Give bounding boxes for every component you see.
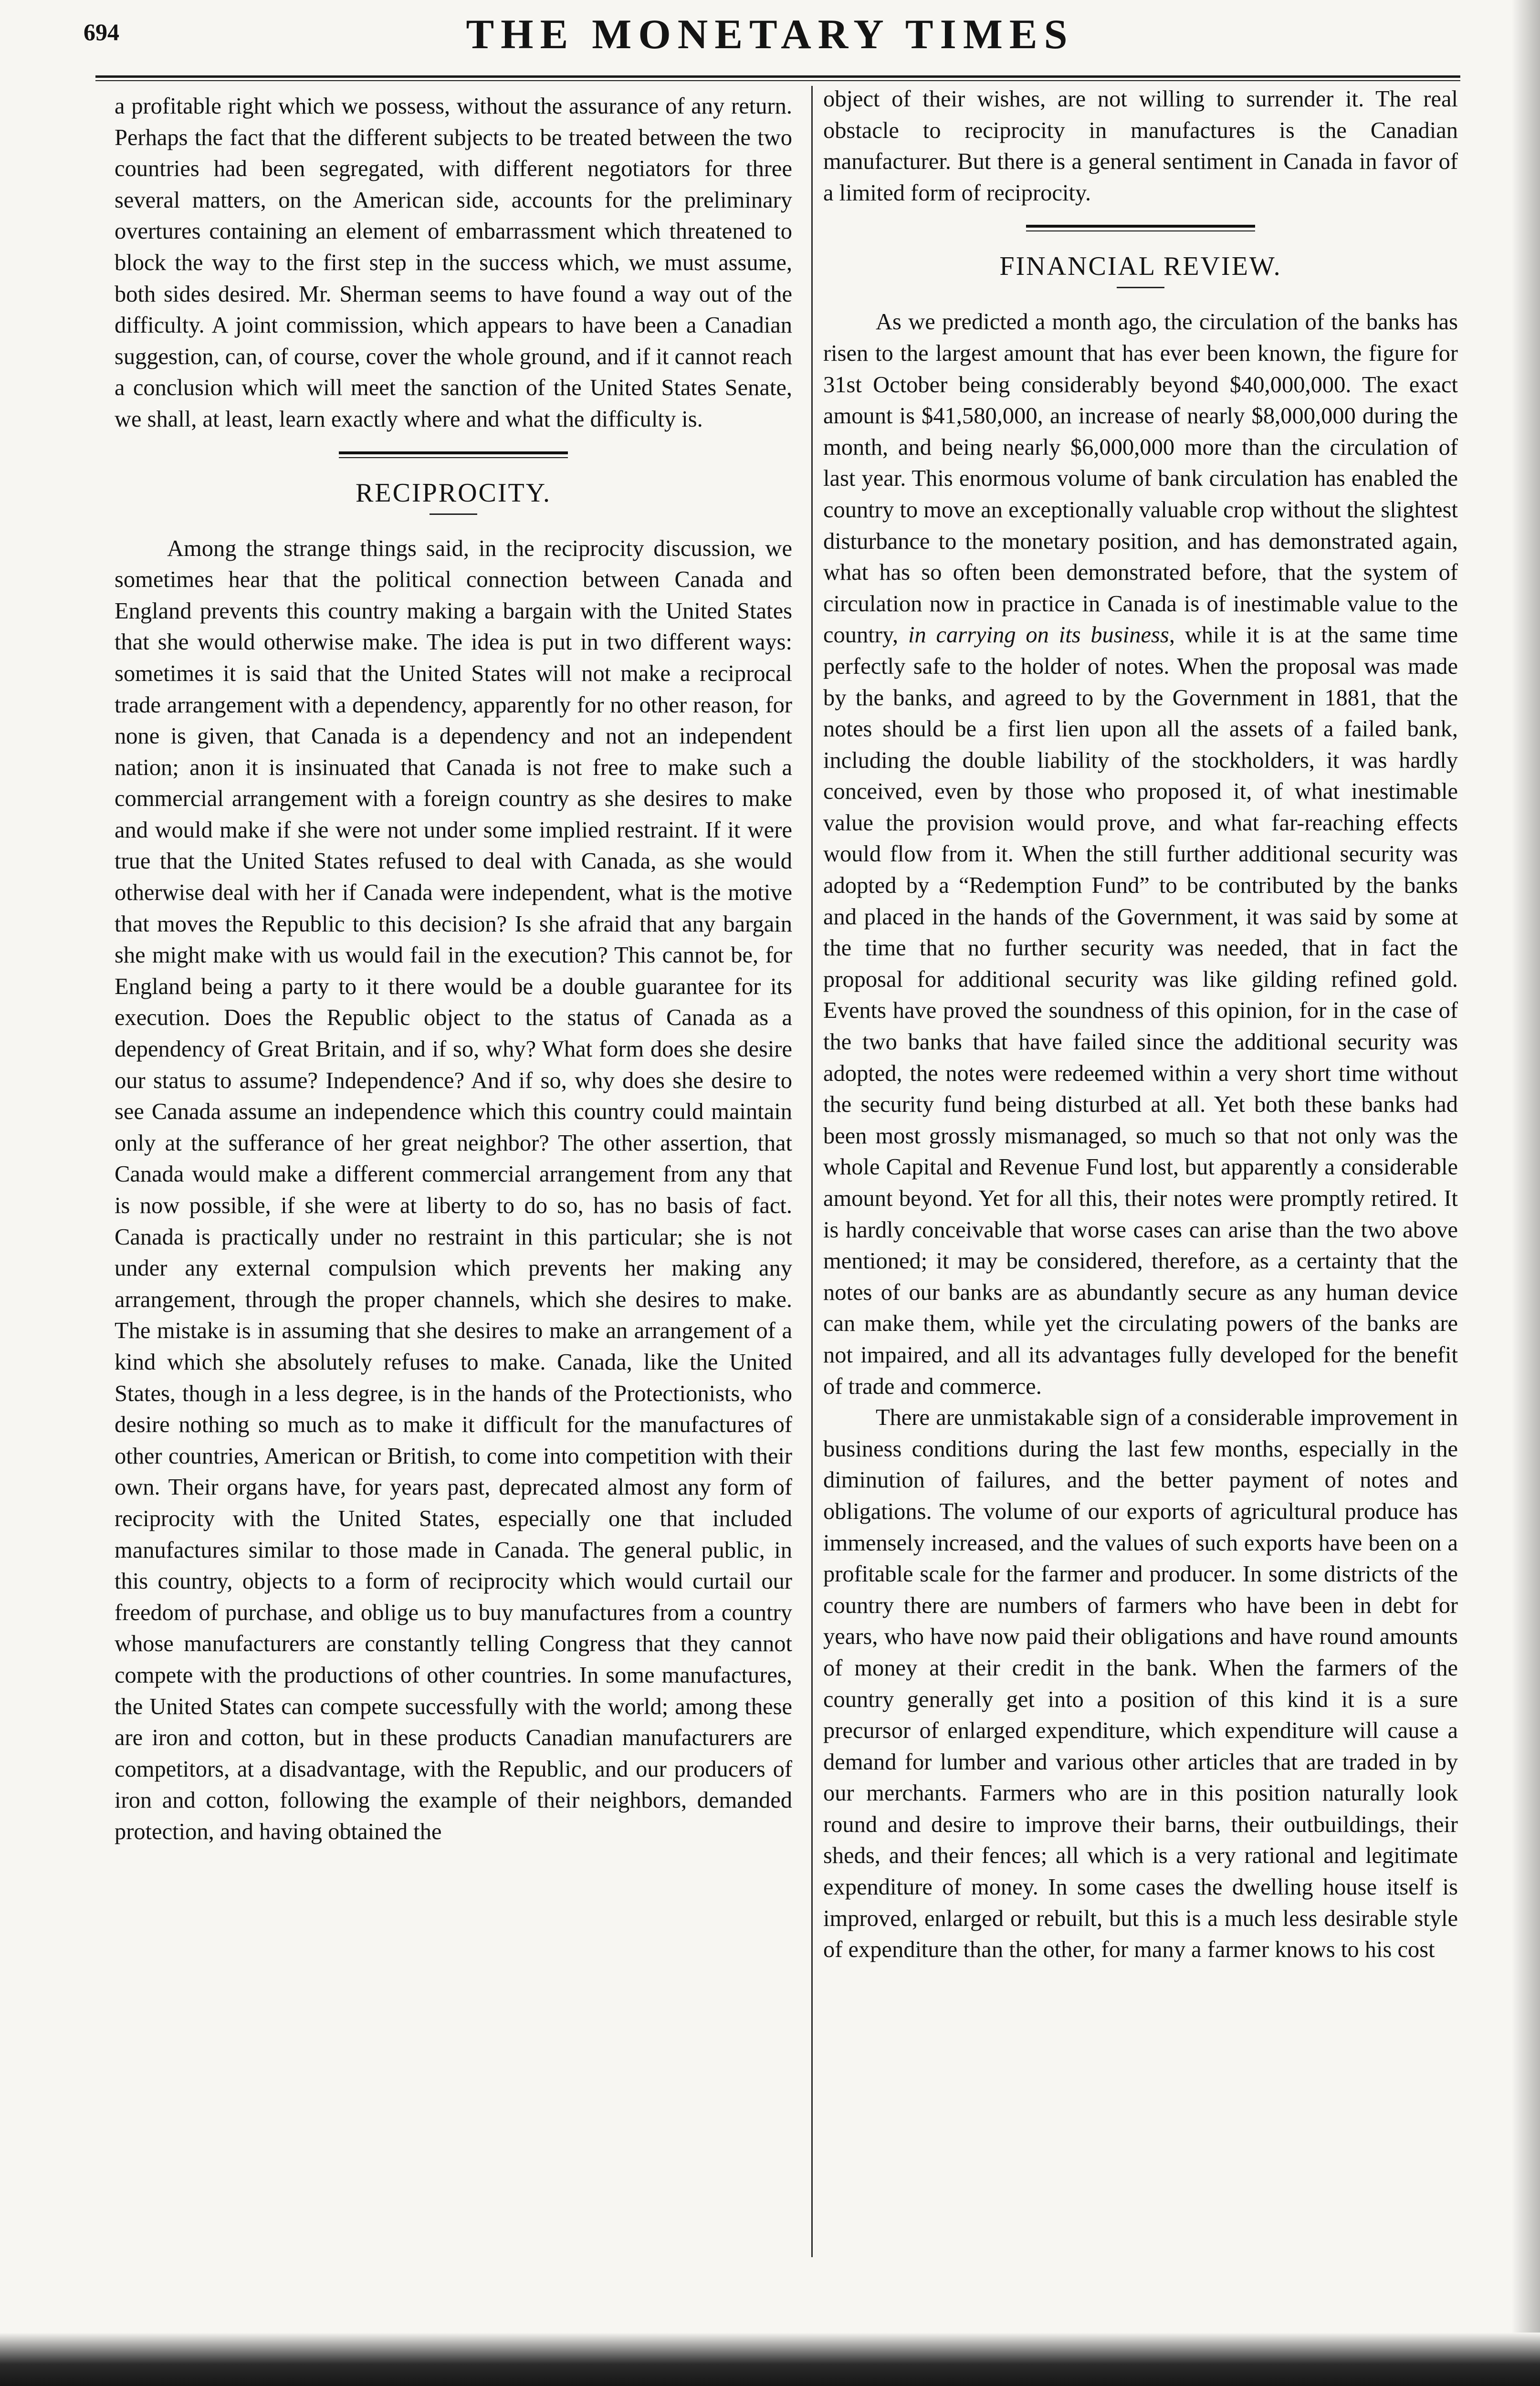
page-edge-shadow — [1511, 0, 1540, 2386]
section-divider — [1026, 225, 1255, 231]
scan-bottom-band — [0, 2333, 1540, 2386]
column-divider — [811, 86, 813, 2257]
para1-italic-phrase: in carrying on its business — [908, 622, 1169, 648]
title-underline — [1117, 287, 1164, 288]
financial-review-paragraph-2: There are unmistakable sign of a considerable improvement in business conditions during the last few months, especially in the diminution of failures, and the better payment of notes and obligations. The volume of our exports of agricultural produce has immensely increased, and the values of such exports have been on a profitable scale for the farmer and producer. In some districts of the country there are numbers of farmers who have been in debt for years, who have now paid their obligations and have round amounts of money at their credit in the bank. When the farmers of the country generally get into a position of this kind it is a sure precursor of enlarged expenditure, which expenditure will cause a demand for lumber and various other articles that are traded in by our merchants. Farmers who are in this position naturally look round and desire to improve their barns, their outbuildings, their sheds, and their fences; all which is a very rational and legitimate expenditure of money. In some cases the dwelling house itself is improved, enlarged or rebuilt, but this is a much less desirable style of expenditure than the other, for many a farmer knows to his cost — [823, 1405, 1458, 1963]
reciprocity-body: Among the strange things said, in the reciprocity discussion, we sometimes hear that the political connection between Canada and England prevents this country making a bargain with the United States that she would otherwise make. The idea is put in two different ways: sometimes it is said that the United States will not make a reciprocal trade arrangement with a dependency, apparently for no other reason, for none is given, that Canada is a dependency and not an independent nation; anon it is insinuated that Canada is not free to make such a commercial arrangement with a foreign country as she desires to make and would make if she were not under some implied restraint. If it were true that the United States refused to deal with Canada, as she would otherwise deal with her if Canada were independent, what is the motive that moves the Republic to this decision? Is she afraid that any bargain she might make with us would fail in the execution? This cannot be, for England being a party to it there would be a double guarantee for its execution. Does the Republic object to the status of Canada as a dependency of Great Britain, and if so, why? What form does she desire our status to assume? Independence? And if so, why does she desire to see Canada assume an independence which this country could maintain only at the sufferance of her great neighbor? The other assertion, that Canada would make a different commercial arrangement from any that is now possible, if she were at liberty to do so, has no basis of fact. Canada is practically under no restraint in this particular; she is not under any external compulsion which prevents her making any arrangement, through the proper channels, which she desires to make. The mistake is in assuming that she desires to make an arrangement of a kind which she absolutely refuses to make. Canada, like the United States, though in a less degree, is in the hands of the Protectionists, who desire nothing so much as to make it difficult for the manufactures of other countries, American or British, to come into competition with their own. Their organs have, for years past, deprecated almost any form of reciprocity with the United States, especially one that included manufactures similar to those made in Canada. The general public, in this country, objects to a form of reciprocity which would curtail our freedom of purchase, and oblige us to buy manufactures from a country whose manufacturers are constantly telling Congress that they cannot compete with the productions of other countries. In some manufactures, the United States can compete successfully with the world; among these are iron and cotton, but in these products Canadian manufacturers are competitors, at a disadvantage, with the Republic, and our producers of iron and cotton, following the example of their neighbors, demanded protection, and having obtained the — [115, 535, 792, 1844]
title-underline — [430, 513, 477, 515]
section-title-financial-review: FINANCIAL REVIEW. — [999, 251, 1282, 282]
right-continuation-paragraph: object of their wishes, are not willing to surrender it. The real obstacle to reciprocity in manufactures is the Canadian manufacturer. But there is a general sentiment in Canada in favor of a limited form of reciprocity. — [823, 86, 1458, 206]
section-title-reciprocity: RECIPROCITY. — [356, 478, 551, 508]
masthead-title: THE MONETARY TIMES — [466, 11, 1074, 58]
right-column — [823, 84, 1458, 1966]
left-column — [115, 91, 792, 1847]
para1-text-a: As we predicted a month ago, the circulation of the banks has risen to the largest amount that has ever been known, the figure for 31st October being considerably beyond $40,000,000. The exact amount is $41,580,000, an increase of nearly $8,000,000 during the month, and being nearly $6,000,000 more than the circulation of last year. This enormous volume of bank circulation has enabled the country to move an exceptionally valuable crop without the slightest disturbance to the monetary position, and has demonstrated again, what has so often been demonstrated before, that the system of circulation now in practice in Canada is of inestimable value to the country, — [823, 309, 1458, 648]
page-number: 694 — [84, 19, 119, 45]
header-rule-thin — [95, 80, 1460, 81]
financial-review-paragraph-1 — [823, 306, 1458, 1402]
para1-text-b: , while it is at the same time perfectly safe to the holder of notes. When the proposal was made by the banks, and agreed to by the Government in 1881, that the notes should be a first lien upon all the assets of a failed bank, including the double liability of the stockholders, it was hardly conceived, even by those who proposed it, of what inestimable value the provision would prove, and what far-reaching effects would flow from it. When the still further additional security was adopted by a “Redemption Fund” to be contributed by the banks and placed in the hands of the Government, it was said by some at the time that no further security was needed, that in fact the proposal for additional security was like gilding refined gold. Events have proved the soundness of this opinion, for in the case of the two banks that have failed since the additional security was adopted, the notes were redeemed within a very short time without the security fund being disturbed at all. Yet both these banks had been most grossly mismanaged, so much so that not only was the whole Capital and Revenue Fund lost, but apparently a considerable amount beyond. Yet for all this, their notes were promptly retired. It is hardly conceivable that worse cases can arise than the two above mentioned; it may be considered, therefore, as a certainty that the notes of our banks are as abundantly secure as any human device can make them, while yet the circulating powers of the banks are not impaired, and all its advantages fully developed for the benefit of trade and commerce. — [823, 622, 1458, 1399]
left-continuation-paragraph: a profitable right which we possess, without the assurance of any return. Perhaps the fact that the different subjects to be treated between the two countries had been segregated, with different negotiators for three several matters, on the American side, accounts for the preliminary overtures containing an element of embarrassment which threatened to block the way to the first step in the success which, we must assume, both sides desired. Mr. Sherman seems to have found a way out of the difficulty. A joint commission, which appears to have been a Canadian suggestion, can, of course, cover the whole ground, and if it cannot reach a conclusion which will meet the sanction of the United States Senate, we shall, at least, learn exactly where and what the difficulty is. — [115, 94, 792, 432]
header-rule — [95, 75, 1460, 78]
section-divider — [339, 451, 568, 458]
